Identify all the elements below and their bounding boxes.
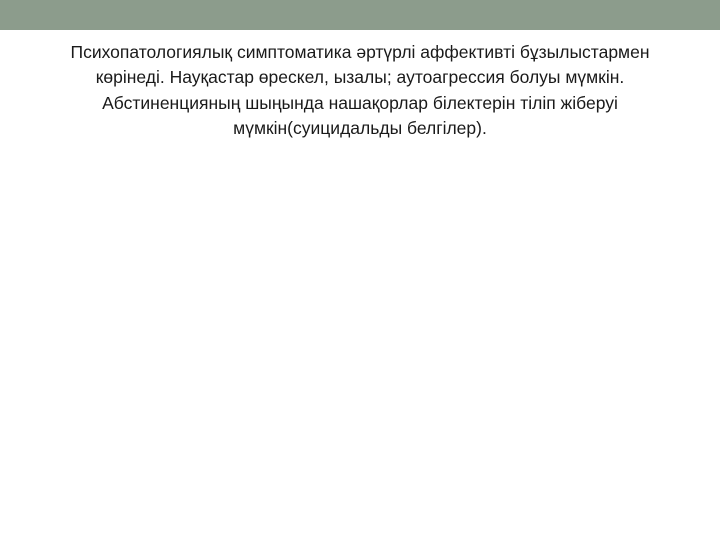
top-decorative-band	[0, 0, 720, 30]
slide-body-paragraph: Психопатологиялық симптоматика әртүрлі аффективті бұзылыстармен көрінеді. Науқастар өрескел, ызалы; аутоагрессия болуы мүмкін. Абстиненцияның шыңында нашақорлар білектерін тіліп жіберуі мүмкін(суицидальды белгілер).	[70, 42, 655, 139]
